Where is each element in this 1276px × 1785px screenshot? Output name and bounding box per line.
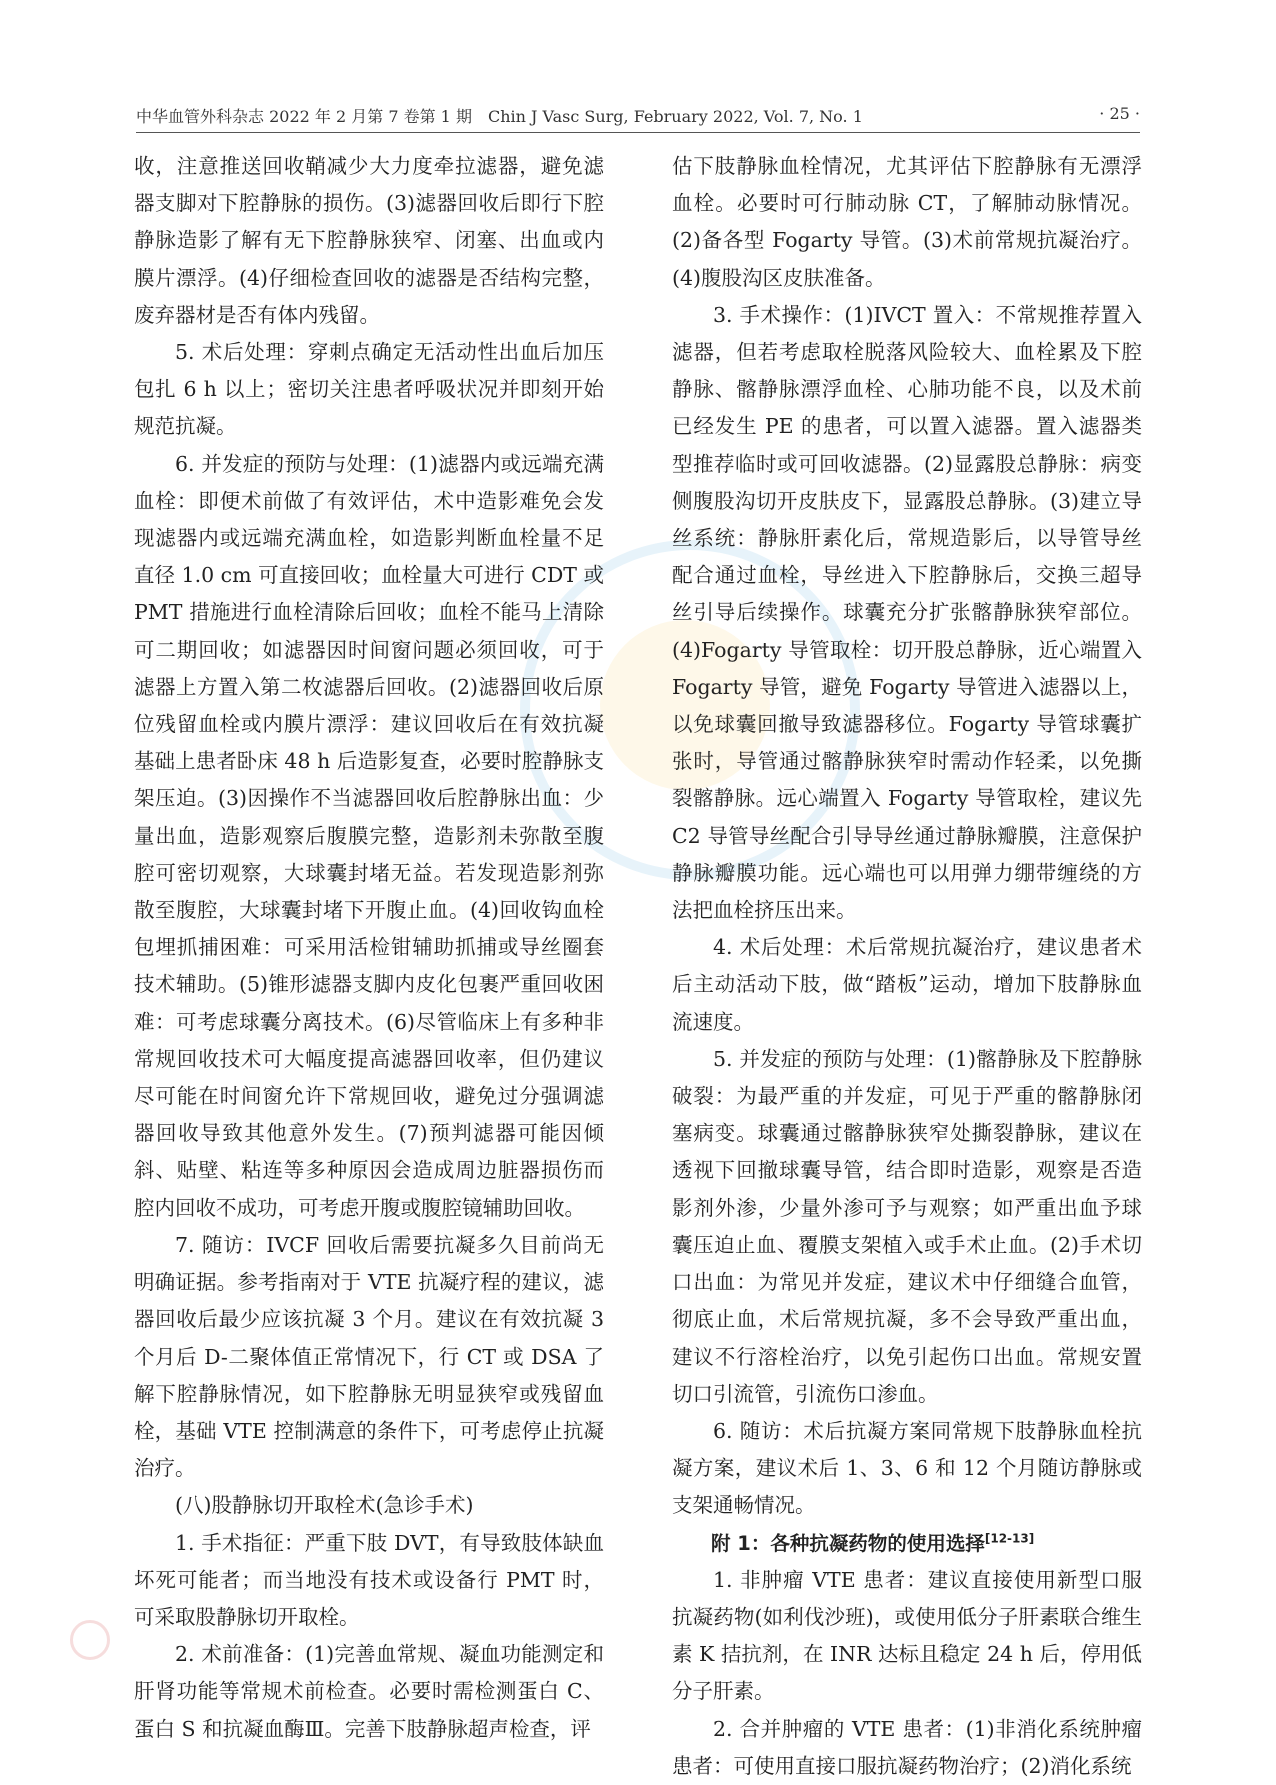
- paragraph-text: 2. 术前准备：(1)完善血常规、凝血功能测定和肝肾功能等常规术前检查。必要时需检测蛋白 C、蛋白 S 和抗凝血酶Ⅲ。完善下肢静脉超声检查，评: [134, 1642, 604, 1741]
- paragraph-text: 2. 合并肿瘤的 VTE 患者：(1)非消化系统肿瘤患者：可使用直接口服抗凝药物治疗；(2)消化系统: [672, 1716, 1142, 1778]
- paragraph: [672, 1413, 1142, 1525]
- journal-citation: 中华血管外科杂志 2022 年 2 月第 7 卷第 1 期 Chin J Vasc Surg, February 2022, Vol. 7, No. 1: [136, 107, 863, 126]
- running-header: [136, 104, 1140, 130]
- paragraph: [134, 1487, 604, 1524]
- header-rule: [136, 132, 1140, 133]
- paragraph-text: 6. 并发症的预防与处理：(1)滤器内或远端充满血栓：即便术前做了有效评估，术中造影难免会发现滤器内或远端充满血栓，如造影判断血栓量不足直径 1.0 cm 可直接回收；血栓量大可进行 CDT 或 PMT 措施进行血栓清除后回收；血栓不能马上清除可二期回收；如滤器因时间窗问题必须回收，可于滤器上方置入第二枚滤器后回收。(2)滤器回收后原位残留血栓或内膜片漂浮：建议回收后在有效抗凝基础上患者卧床 48 h 后造影复查，必要时腔静脉支架压迫。(3)因操作不当滤器回收后腔静脉出血：少量出血，造影观察后腹膜完整，造影剂未弥散至腹腔可密切观察，大球囊封堵无益。若发现造影剂弥散至腹腔，大球囊封堵下开腹止血。(4)回收钩血栓包埋抓捕困难：可采用活检钳辅助抓捕或导丝圈套技术辅助。(5)锥形滤器支脚内皮化包裹严重回收困难：可考虑球囊分离技术。(6)尽管临床上有多种非常规回收技术可大幅度提高滤器回收率，但仍建议尽可能在时间窗允许下常规回收，避免过分强调滤器回收导致其他意外发生。(7)预判滤器可能因倾斜、贴壁、粘连等多种原因会造成周边脏器损伤而腔内回收不成功，可考虑开腹或腹腔镜辅助回收。: [134, 451, 604, 1220]
- publisher-logo-icon: [70, 1620, 110, 1660]
- section-heading: [672, 1525, 1142, 1562]
- paragraph-text: 7. 随访：IVCF 回收后需要抗凝多久目前尚无明确证据。参考指南对于 VTE 抗凝疗程的建议，滤器回收后最少应该抗凝 3 个月。建议在有效抗凝 3 个月后 D-二聚体值正常情况下，行 CT 或 DSA 了解下腔静脉情况，如下腔静脉无明显狭窄或残留血栓，基础 VTE 控制满意的条件下，可考虑停止抗凝治疗。: [134, 1232, 604, 1481]
- paragraph-text: 5. 并发症的预防与处理：(1)髂静脉及下腔静脉破裂：为最严重的并发症，可见于严重的髂静脉闭塞病变。球囊通过髂静脉狭窄处撕裂静脉，建议在透视下回撤球囊导管，结合即时造影，观察是否造影剂外渗，少量外渗可予与观察；如严重出血予球囊压迫止血、覆膜支架植入或手术止血。(2)手术切口出血：为常见并发症，建议术中仔细缝合血管，彻底止血，术后常规抗凝，多不会导致严重出血，建议不行溶栓治疗，以免引起伤口出血。常规安置切口引流管，引流伤口渗血。: [672, 1046, 1142, 1406]
- paragraph: [672, 929, 1142, 1041]
- page-number: · 25 ·: [1099, 104, 1140, 123]
- paragraph: [672, 297, 1142, 929]
- paragraph-text: 4. 术后处理：术后常规抗凝治疗，建议患者术后主动活动下肢，做“踏板”运动，增加下肢静脉血流速度。: [672, 935, 1142, 1034]
- paragraph: [672, 1041, 1142, 1413]
- paragraph-text: 收，注意推送回收鞘减少大力度牵拉滤器，避免滤器支脚对下腔静脉的损伤。(3)滤器回收后即行下腔静脉造影了解有无下腔静脉狭窄、闭塞、出血或内膜片漂浮。(4)仔细检查回收的滤器是否结构完整，废弃器材是否有体内残留。: [134, 154, 604, 327]
- paragraph-text: (八)股静脉切开取栓术(急诊手术): [175, 1493, 474, 1518]
- paragraph: [672, 1711, 1142, 1785]
- left-column: [134, 148, 604, 1748]
- paragraph: [134, 334, 604, 446]
- paragraph: [134, 1227, 604, 1487]
- paragraph: [672, 1562, 1142, 1711]
- paragraph: [134, 446, 604, 1227]
- paragraph-text: 1. 手术指征：严重下肢 DVT，有导致肢体缺血坏死可能者；而当地没有技术或设备行 PMT 时，可采取股静脉切开取栓。: [134, 1530, 604, 1629]
- paragraph: [134, 148, 604, 334]
- citation-reference: [12-13]: [984, 1531, 1035, 1546]
- paragraph-text: 附 1：各种抗凝药物的使用选择: [711, 1531, 985, 1555]
- paragraph: [672, 148, 1142, 297]
- paragraph-text: 估下肢静脉血栓情况，尤其评估下腔静脉有无漂浮血栓。必要时可行肺动脉 CT，了解肺动脉情况。(2)备各型 Fogarty 导管。(3)术前常规抗凝治疗。(4)腹股沟区皮肤准备。: [672, 154, 1142, 290]
- paragraph-text: 1. 非肿瘤 VTE 患者：建议直接使用新型口服抗凝药物(如利伐沙班)，或使用低分子肝素联合维生素 K 拮抗剂，在 INR 达标且稳定 24 h 后，停用低分子肝素。: [672, 1567, 1142, 1704]
- paragraph-text: 6. 随访：术后抗凝方案同常规下肢静脉血栓抗凝方案，建议术后 1、3、6 和 12 个月随访静脉或支架通畅情况。: [672, 1418, 1142, 1518]
- paragraph: [134, 1636, 604, 1748]
- paragraph-text: 5. 术后处理：穿刺点确定无活动性出血后加压包扎 6 h 以上；密切关注患者呼吸状况并即刻开始规范抗凝。: [134, 340, 604, 439]
- right-column: [672, 148, 1142, 1785]
- paragraph-text: 3. 手术操作：(1)IVCT 置入：不常规推荐置入滤器，但若考虑取栓脱落风险较大、血栓累及下腔静脉、髂静脉漂浮血栓、心肺功能不良，以及术前已经发生 PE 的患者，可以置入滤器。置入滤器类型推荐临时或可回收滤器。(2)显露股总静脉：病变侧腹股沟切开皮肤皮下，显露股总静脉。(3)建立导丝系统：静脉肝素化后，常规造影后，以导管导丝配合通过血栓，导丝进入下腔静脉后，交换三超导丝引导后续操作。球囊充分扩张髂静脉狭窄部位。(4)Fogarty 导管取栓：切开股总静脉，近心端置入 Fogarty 导管，避免 Fogarty 导管进入滤器以上，以免球囊回撤导致滤器移位。Fogarty 导管球囊扩张时，导管通过髂静脉狭窄时需动作轻柔，以免撕裂髂静脉。远心端置入 Fogarty 导管取栓，建议先 C2 导管导丝配合引导导丝通过静脉瓣膜，注意保护静脉瓣膜功能。远心端也可以用弹力绷带缠绕的方法把血栓挤压出来。: [672, 302, 1142, 923]
- paragraph: [134, 1525, 604, 1637]
